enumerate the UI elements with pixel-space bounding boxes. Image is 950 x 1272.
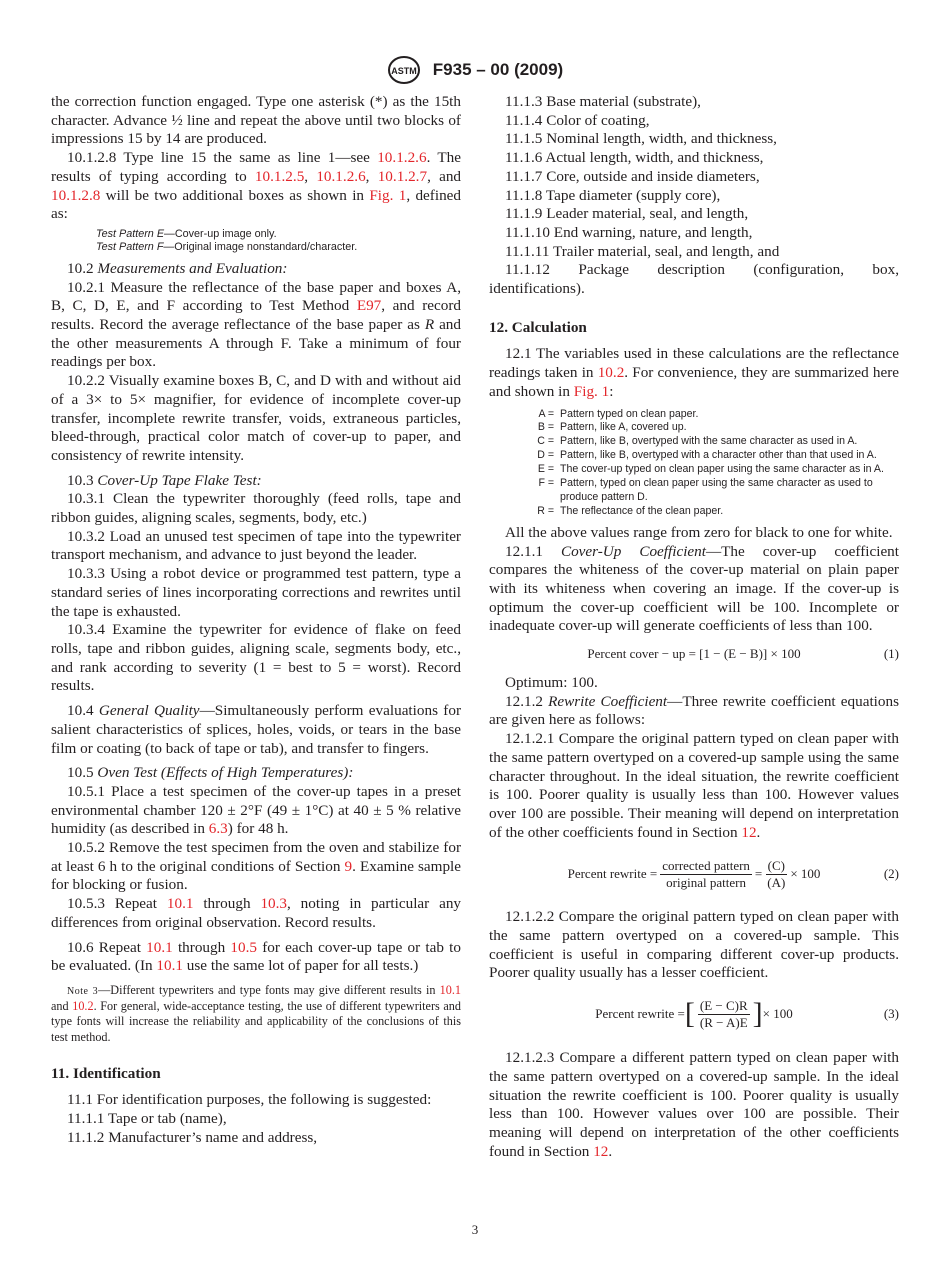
list-item: 11.1.5 Nominal length, width, and thickness, bbox=[505, 130, 777, 148]
list-item: 11.1.7 Core, outside and inside diameters, bbox=[505, 167, 760, 185]
page-number: 3 bbox=[471, 1222, 479, 1237]
paragraph-12-1-2-3: 12.1.2.3 Compare a different pattern typed on clean paper with the same pattern overtyped on a covered-up sample. In the ideal situation the rewrite coefficient is 100. Poorer quality is usually less than 100. However values over 100 are possible. Their meaning will depend on interpretation of the other coefficients found in Section 12. bbox=[489, 1049, 899, 1160]
link-section-12[interactable]: 12 bbox=[593, 1142, 609, 1160]
paragraph-12-1: 12.1 The variables used in these calculations are the reflectance readings taken in 10.2. For convenience, they are summarized here and shown in Fig. 1: bbox=[489, 345, 899, 400]
link-10-1[interactable]: 10.1 bbox=[146, 938, 173, 956]
definition-row: C = Pattern, like B, overtyped with the same character as used in A. bbox=[537, 435, 858, 448]
paragraph-10-3-1: 10.3.1 Clean the typewriter thoroughly (feed rolls, tape and ribbon guides, aligning scales, segments, body, etc.) bbox=[51, 490, 461, 527]
definition-row: B = Pattern, like A, covered up. bbox=[537, 421, 687, 434]
equation-2: Percent rewrite = $\frac{\text{corrected pattern}}{\text{original pattern}}$ = $\frac{(C)}{(A)}$ × 100 (2) bbox=[567, 857, 899, 890]
astm-logo-icon bbox=[387, 55, 421, 85]
link-10-2[interactable]: 10.2 bbox=[72, 999, 94, 1014]
paragraph-10-3-2: 10.3.2 Load an unused test specimen of tape into the typewriter transport mechanism, and advance to just beyond the leader. bbox=[51, 527, 461, 564]
equation-number: (2) bbox=[883, 865, 899, 881]
paragraph-10-3-3: 10.3.3 Using a robot device or programmed test pattern, type a standard series of lines incorporating corrections and rewrites until the tape is exhausted. bbox=[51, 565, 461, 620]
link-10-2[interactable]: 10.2 bbox=[597, 364, 625, 382]
link-10-1-2-7[interactable]: 10.1.2.7 bbox=[377, 167, 428, 185]
variable-definitions bbox=[489, 408, 899, 519]
definition-row: R = The reflectance of the clean paper. bbox=[537, 504, 724, 517]
link-10-1[interactable]: 10.1 bbox=[166, 895, 194, 913]
equation-body: Percent cover − up = [1 − (E − B)] × 100 bbox=[587, 645, 801, 661]
list-item: 11.1.3 Base material (substrate), bbox=[505, 93, 701, 110]
link-10-5[interactable]: 10.5 bbox=[230, 938, 257, 956]
paragraph-10-1-2-8: 10.1.2.8 Type line 15 the same as line 1—see 10.1.2.6. The results of typing according to 10.1.2.5, 10.1.2.6, 10.1.2.7, and 10.1.2.8 will be two additional boxes as shown in Fig. 1, defined as: bbox=[51, 149, 462, 223]
paragraph-11-1: 11.1 For identification purposes, the following is suggested: bbox=[67, 1091, 432, 1109]
right-column bbox=[489, 93, 899, 1161]
link-10-1-2-8[interactable]: 10.1.2.8 bbox=[51, 186, 101, 204]
equation-3: Percent rewrite = [ $\frac{(E - C)R}{(R - A)E}$ ] × 100 (3) bbox=[595, 997, 899, 1031]
definition-row: F = Pattern, typed on clean paper using the same character as used to produce pattern D. bbox=[538, 477, 873, 503]
paragraph-10-5-2: 10.5.2 Remove the test specimen from the oven and stabilize for at least 6 h to the original conditions of Section 9. Examine sample for blocking or fusion. bbox=[51, 839, 461, 894]
link-10-1[interactable]: 10.1 bbox=[156, 957, 183, 975]
paragraph-10-5-1: 10.5.1 Place a test specimen of the cover-up tapes in a preset environmental chamber 120 ± 2°F (49 ± 1°C) at 40 ± 5 % relative humidity (as described in 6.3) for 48 h. bbox=[51, 782, 461, 838]
section-10-2-heading: 10.2 Measurements and Evaluation: bbox=[67, 259, 288, 277]
paragraph-10-5-3: 10.5.3 Repeat 10.1 through 10.3, noting in particular any differences from original observation. Record results. bbox=[51, 895, 462, 931]
list-item: 11.1.6 Actual length, width, and thickness, bbox=[505, 149, 764, 167]
list-item: 11.1.1 Tape or tab (name), bbox=[67, 1110, 227, 1128]
list-item: 11.1.10 End warning, nature, and length, bbox=[505, 223, 753, 241]
test-pattern-list: Test Pattern E—Cover-up image only. Test Pattern F—Original image nonstandard/character. bbox=[96, 227, 358, 254]
section-10-3-heading: 10.3 Cover-Up Tape Flake Test: bbox=[67, 471, 262, 489]
fraction: $\frac{(E - C)R}{(R - A)E}$ bbox=[699, 997, 748, 1030]
equation-1 bbox=[489, 642, 899, 666]
link-10-1-2-6[interactable]: 10.1.2.6 bbox=[377, 149, 427, 167]
optimum-text: Optimum: 100. bbox=[505, 674, 598, 692]
link-fig-1[interactable]: Fig. 1 bbox=[573, 382, 610, 400]
link-10-1-2-6[interactable]: 10.1.2.6 bbox=[316, 167, 366, 185]
paragraph-value-range: All the above values range from zero for black to one for white. bbox=[505, 523, 893, 541]
paragraph-10-4: 10.4 General Quality—Simultaneously perform evaluations for salient characteristics of splices, holes, voids, or tears in the base film or coating (to back of tape or tab), and transfer to fingers. bbox=[51, 702, 462, 757]
paragraph-10-6: 10.6 Repeat 10.1 through 10.5 for each cover-up tape or tab to be evaluated. (In 10.1 use the same lot of paper for all tests.) bbox=[51, 938, 461, 975]
definition-row: D = Pattern, like B, overtyped with a character other than that used in A. bbox=[537, 449, 877, 462]
paragraph-12-1-2-1: 12.1.2.1 Compare the original pattern typed on clean paper with the same pattern overtyped on a covered-up sample using the same character throughout. In the ideal situation, the rewrite coefficient is 100. Poorer quality is usually less than 100. However values over 100 are possible. Their meaning will depend on interpretation of the other coefficients found in Section 12. bbox=[489, 730, 899, 841]
list-item: 11.1.2 Manufacturer’s name and address, bbox=[67, 1128, 318, 1146]
section-11-heading: 11. Identification bbox=[51, 1064, 161, 1082]
document-designation: F935 – 00 (2009) bbox=[432, 60, 564, 79]
link-section-12[interactable]: 12 bbox=[741, 823, 757, 841]
equation-number: (3) bbox=[883, 1005, 899, 1021]
fraction: $\frac{(C)}{(A)}$ bbox=[767, 857, 786, 890]
paragraph-12-1-2: 12.1.2 Rewrite Coefficient—Three rewrite coefficient equations are given here as follows: bbox=[489, 692, 899, 729]
definition-row: E = The cover-up typed on clean paper using the same character as in A. bbox=[537, 463, 884, 476]
section-12-heading: 12. Calculation bbox=[489, 318, 587, 336]
list-item: 11.1.12 Package description (configuration, box, identifications). bbox=[489, 261, 899, 298]
list-item: 11.1.9 Leader material, seal, and length, bbox=[505, 205, 749, 223]
paragraph-10-3-4: 10.3.4 Examine the typewriter for evidence of flake on feed rolls, tape and ribbon guides, aligning scale, segments body, etc., and rank according to severity (1 = best to 5 = worst). Record results. bbox=[51, 621, 461, 695]
page-header bbox=[0, 55, 950, 85]
left-column bbox=[51, 93, 461, 1148]
list-item: 11.1.4 Color of coating, bbox=[505, 111, 650, 129]
list-item: 11.1.11 Trailer material, seal, and length, and bbox=[505, 242, 780, 260]
link-10-3[interactable]: 10.3 bbox=[260, 895, 288, 913]
paragraph: the correction function engaged. Type one asterisk (*) as the 15th character. Advance ½ line and repeat the above until two blocks of impressions 15 by 14 are produced. bbox=[51, 93, 461, 148]
link-section-9[interactable]: 9 bbox=[344, 857, 353, 875]
fraction: $\frac{\text{corrected pattern}}{\text{original pattern}}$ bbox=[662, 857, 750, 890]
paragraph-10-2-2: 10.2.2 Visually examine boxes B, C, and D with and without aid of a 3× to 5× magnifier, for evidence of incomplete cover-up transfer, incomplete rewrite transfer, voids, extraneous particles, bleed-through, practical color match of cover-up to paper, and consistency of rewrite intensity. bbox=[51, 372, 461, 464]
note-3: Note 3—Different typewriters and type fonts may give different results in 10.1 and 10.2. For general, wide-acceptance testing, the use of different typewriters and type fonts will increase the reliability and applicability of the conclusions of this test method. bbox=[51, 982, 461, 1044]
logo-text: ASTM bbox=[391, 66, 417, 76]
link-fig-1[interactable]: Fig. 1 bbox=[369, 186, 407, 204]
definition-row: A = Pattern typed on clean paper. bbox=[538, 407, 699, 420]
paragraph-10-2-1: 10.2.1 Measure the reflectance of the base paper and boxes A, B, C, D, E, and F according to Test Method E97, and record results. Record the average reflectance of the base paper as R and the other measurements A through F. Take a minimum of four readings per box. bbox=[51, 278, 461, 371]
link-e97[interactable]: E97 bbox=[356, 297, 382, 315]
section-10-5-heading: 10.5 Oven Test (Effects of High Temperatures): bbox=[67, 764, 354, 782]
list-item: 11.1.8 Tape diameter (supply core), bbox=[505, 186, 721, 204]
paragraph-12-1-2-2: 12.1.2.2 Compare the original pattern typed on clean paper with the same pattern overtyped on a covered-up sample. This coefficient is useful in comparing different cover-up products. Poorer quality usually has a lesser coefficient. bbox=[489, 908, 899, 982]
link-10-1[interactable]: 10.1 bbox=[439, 982, 461, 997]
link-10-1-2-5[interactable]: 10.1.2.5 bbox=[254, 167, 305, 185]
link-6-3[interactable]: 6.3 bbox=[208, 820, 228, 838]
equation-number: (1) bbox=[883, 645, 899, 661]
paragraph-12-1-1: 12.1.1 Cover-Up Coefficient—The cover-up coefficient compares the whiteness of the cover-up material on plain paper with its whiteness when covering an image. If the cover-up is optimum the cover-up coefficient will be 100. Incomplete or inadequate cover-up will generate coefficients of less than 100. bbox=[489, 542, 900, 635]
